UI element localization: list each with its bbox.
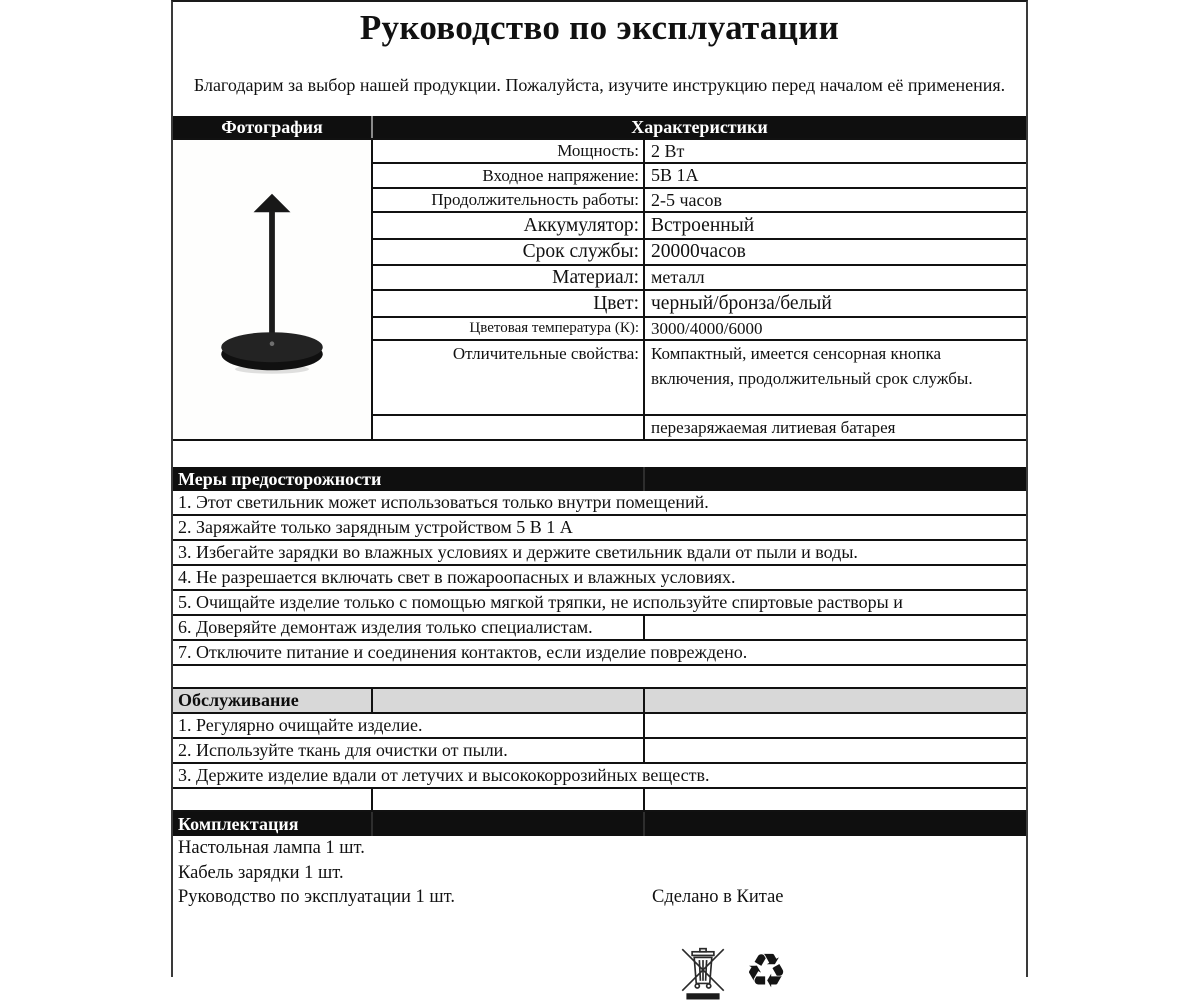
- safety-section: [173, 467, 1026, 689]
- package-item: Настольная лампа 1 шт.: [178, 838, 365, 858]
- spec-value: Встроенный: [651, 214, 755, 236]
- specs-column-header: Характеристики: [631, 117, 768, 137]
- spec-value: 20000часов: [651, 241, 746, 262]
- spec-row: [373, 341, 1026, 416]
- spec-value: металл: [651, 267, 705, 287]
- spec-label: Аккумулятор:: [373, 213, 645, 238]
- spec-table: [173, 116, 1026, 441]
- package-header-empty-cell: [373, 812, 645, 836]
- empty-row: [173, 666, 1026, 689]
- spec-value: Компактный, имеется сенсорная кнопка включения, продолжительный срок службы.: [651, 344, 973, 388]
- table-lamp-illustration: [197, 182, 347, 397]
- maintenance-header-empty-cell: [645, 689, 1026, 712]
- spec-label: Входное напряжение:: [373, 164, 645, 187]
- page-title: Руководство по эксплуатации: [359, 8, 840, 47]
- package-section-title: Комплектация: [173, 812, 373, 836]
- maintenance-header-empty-cell: [373, 689, 645, 712]
- spec-value: черный/бронза/белый: [651, 292, 832, 314]
- package-section-header-bar: [173, 812, 1026, 836]
- maintenance-item-text: 2. Используйте ткань для очистки от пыли.: [173, 739, 645, 762]
- spec-label: Материал:: [373, 266, 645, 289]
- safety-section-title: Меры предосторожности: [173, 467, 645, 491]
- intro-text: Благодарим за выбор нашей продукции. Пожалуйста, изучите инструкцию перед началом её применения.: [193, 75, 1006, 95]
- section-spacer: [173, 441, 1026, 467]
- manual-page: [171, 0, 1028, 999]
- spec-value: 5В 1А: [651, 165, 699, 185]
- safety-section-header-bar: [173, 467, 1026, 491]
- package-item-text: Руководство по эксплуатации 1 шт.: [178, 887, 455, 907]
- spec-label: Цвет:: [373, 291, 645, 316]
- spec-value: 3000/4000/6000: [651, 318, 763, 338]
- safety-item: 1. Этот светильник может использоваться только внутри помещений.: [173, 491, 1026, 516]
- spec-row: [373, 240, 1026, 266]
- maintenance-item: 3. Держите изделие вдали от летучих и высококоррозийных веществ.: [173, 764, 1026, 789]
- safety-item: 4. Не разрешается включать свет в пожароопасных и влажных условиях.: [173, 566, 1026, 591]
- spec-row: [373, 291, 1026, 318]
- spec-value: 2-5 часов: [651, 189, 723, 210]
- spec-value: перезаряжаемая литиевая батарея: [651, 417, 896, 437]
- package-item: Кабель зарядки 1 шт.: [178, 862, 344, 883]
- spec-label: Продолжительность работы:: [373, 189, 645, 211]
- spec-label: Срок службы:: [373, 240, 645, 264]
- spec-row: [373, 164, 1026, 189]
- maintenance-section: [173, 689, 1026, 812]
- empty-cell: [173, 789, 373, 810]
- package-item: [173, 885, 1026, 910]
- package-header-empty-cell: [645, 812, 1026, 836]
- maintenance-section-title: Обслуживание: [173, 689, 373, 712]
- safety-item: 2. Заряжайте только зарядным устройством 5 В 1 А: [173, 516, 1026, 541]
- safety-item: 3. Избегайте зарядки во влажных условиях и держите светильник вдали от пыли и воды.: [173, 541, 1026, 566]
- spec-rows: [373, 140, 1026, 439]
- empty-cell: [373, 789, 645, 810]
- empty-row: [173, 789, 1026, 812]
- package-section: [173, 812, 1026, 910]
- spec-value: 2 Вт: [651, 140, 685, 161]
- spec-table-header-row: [173, 116, 1026, 138]
- spec-row: [373, 318, 1026, 341]
- spec-row: [373, 266, 1026, 291]
- photo-column-header: Фотография: [173, 116, 373, 138]
- safety-item: [173, 616, 1026, 641]
- spec-row: [373, 189, 1026, 213]
- spec-row: [373, 416, 1026, 439]
- spec-label: Отличительные свойства:: [373, 341, 645, 414]
- compliance-icons: [679, 944, 787, 1000]
- maintenance-section-header-bar: [173, 689, 1026, 714]
- product-photo: [173, 140, 373, 439]
- weee-crossed-bin-icon: [679, 944, 727, 1000]
- maintenance-item-text: 1. Регулярно очищайте изделие.: [173, 714, 645, 737]
- safety-item: 7. Отключите питание и соединения контактов, если изделие повреждено.: [173, 641, 1026, 666]
- maintenance-item: [173, 739, 1026, 764]
- safety-item-text: 6. Доверяйте демонтаж изделия только специалистам.: [173, 616, 645, 639]
- spec-label: [373, 416, 645, 439]
- recycle-icon: ♻: [745, 944, 788, 999]
- safety-header-empty-cell: [645, 467, 1026, 491]
- made-in-label: Сделано в Китае: [652, 887, 784, 907]
- maintenance-item: [173, 714, 1026, 739]
- spec-row: [373, 140, 1026, 164]
- spec-row: [373, 213, 1026, 240]
- spec-table-body: [173, 138, 1026, 439]
- spec-label: Цветовая температура (К):: [373, 318, 645, 339]
- safety-item: 5. Очищайте изделие только с помощью мягкой тряпки, не используйте спиртовые растворы и: [173, 591, 1026, 616]
- spec-label: Мощность:: [373, 140, 645, 162]
